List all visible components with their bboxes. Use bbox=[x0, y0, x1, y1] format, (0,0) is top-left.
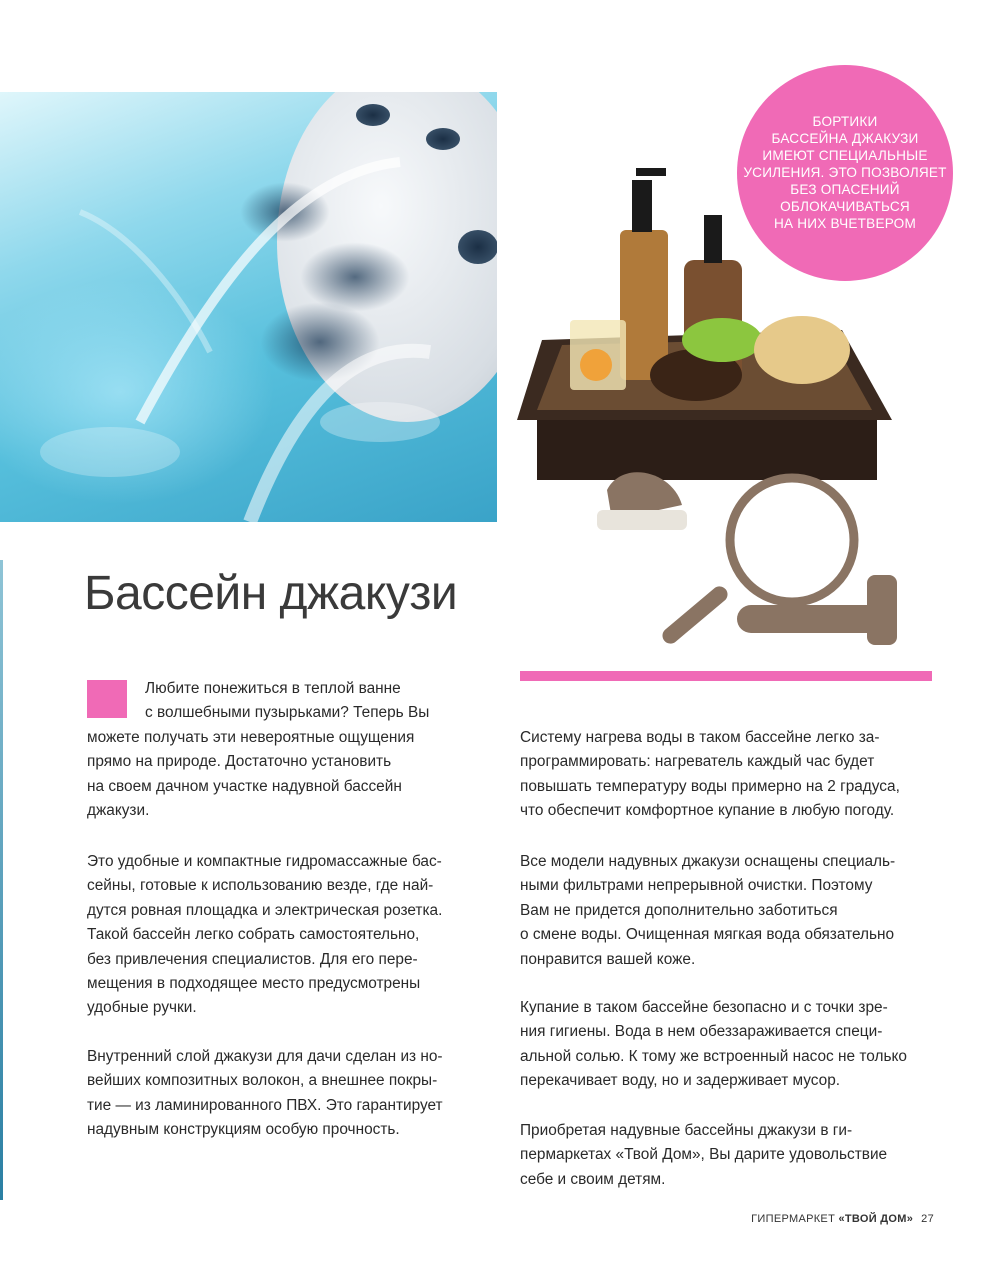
pink-square-marker bbox=[87, 680, 127, 718]
footer-prefix: ГИПЕРМАРКЕТ bbox=[751, 1213, 839, 1225]
callout-text: БОРТИКИ БАССЕЙНА ДЖАКУЗИ ИМЕЮТ СПЕЦИАЛЬНЫЕ УСИЛЕНИЯ. ЭТО ПОЗВОЛЯЕТ БЕЗ ОПАСЕНИЙ ОБЛОКАЧИВАТЬСЯ НА НИХ ВЧЕТВЕРОМ bbox=[743, 113, 947, 231]
paragraph-purchase: Приобретая надувные бассейны джакузи в ги- пермаркетах «Твой Дом», Вы дарите удовольствие себе и своим детям. bbox=[520, 1122, 888, 1188]
paragraph-heating: Систему нагрева воды в таком бассейне легко за- программировать: нагреватель каждый час будет повышать температуру воды примерно на 2 градуса, что обеспечит комфортное купание в любую погоду. bbox=[520, 729, 900, 820]
intro-lead-text: Любите понежиться в теплой ванне с волшебными пузырьками? Теперь Вы bbox=[145, 680, 430, 722]
paragraph-filters: Все модели надувных джакузи оснащены специаль- ными фильтрами непрерывной очистки. Поэтому Вам не придется дополнительно заботиться о смене воды. Очищенная мягкая вода обязательно понравится вашей коже. bbox=[520, 853, 896, 968]
paragraph-compact-design: Это удобные и компактные гидромассажные бас- сейны, готовые к использованию везде, где най- дутся ровная площадка и электрическая розетка. Такой бассейн легко собрать самостоятельно, без привлечения специалистов. Для его пере- мещения в подходящее место предусмотрены удобные ручки. bbox=[87, 853, 443, 1017]
jacuzzi-water-photo bbox=[0, 92, 497, 522]
page-title: Бассейн джакузи bbox=[84, 567, 458, 620]
page-footer bbox=[751, 1213, 934, 1225]
paragraph-materials: Внутренний слой джакузи для дачи сделан из но- вейших композитных волокон, а внешнее покры- тие — из ламинированного ПВХ. Это гарантирует надувным конструкциям особую прочность. bbox=[87, 1048, 443, 1139]
water-streams bbox=[0, 92, 497, 522]
page-number: 27 bbox=[921, 1213, 934, 1225]
callout-circle bbox=[737, 65, 953, 281]
page-edge-strip bbox=[0, 560, 3, 1200]
pink-divider-bar bbox=[520, 671, 932, 681]
footer-brand: «ТВОЙ ДОМ» bbox=[838, 1213, 914, 1225]
intro-paragraph: можете получать эти невероятные ощущения прямо на природе. Достаточно установить на своем дачном участке надувной бассейн джакузи. bbox=[87, 729, 415, 820]
paragraph-hygiene: Купание в таком бассейне безопасно и с точки зре- ния гигиены. Вода в нем обеззараживается специ- альной солью. К тому же встроенный насос не только перекачивает воду, но и задерживает мусор. bbox=[520, 999, 907, 1090]
